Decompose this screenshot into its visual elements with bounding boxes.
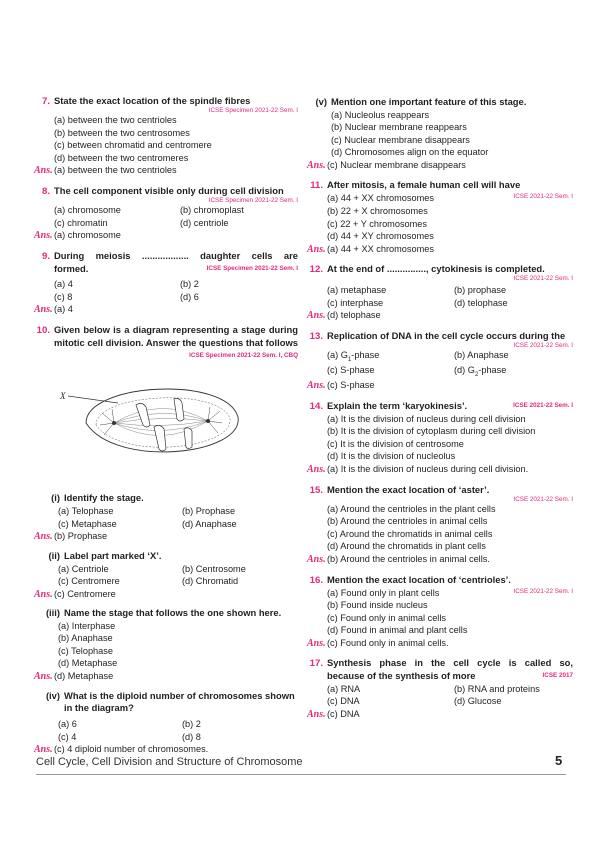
question-number: 17. (309, 658, 323, 670)
question-number: 14. (309, 400, 323, 412)
option: (a) Interphase (58, 620, 116, 631)
question-text: At the end of ..............., cytokinesis is completed. (327, 263, 545, 275)
option: (c) Centromere (58, 576, 120, 587)
option: (a) Telophase (58, 506, 114, 517)
question-text: Mention one important feature of this stage. (331, 96, 527, 107)
option: (a) It is the division of nucleus during cell division (327, 413, 526, 424)
question-number: 7. (41, 96, 50, 107)
option: (c) chromatin (54, 217, 108, 228)
question-17 (307, 657, 573, 721)
answer: Ans. (b) Prophase (34, 531, 108, 543)
source-tag: ICSE 2021-22 Sem. I (513, 587, 573, 595)
option: (b) Found inside nucleus (327, 600, 428, 611)
answer: Ans. (a) chromosome (34, 230, 121, 242)
option: (d) Anaphase (182, 518, 237, 529)
question-text: The cell component visible only during cell division (54, 184, 284, 196)
question-number: 13. (309, 331, 323, 343)
option: (b) RNA and proteins (454, 683, 540, 694)
question-13 (307, 330, 573, 393)
page-number: 5 (555, 753, 563, 768)
question-text: During meiosis .................. daughter cells are formed. ICSE Specimen 2021-22 Sem. I (54, 249, 298, 274)
option: (c) S-phase (327, 365, 375, 376)
option: (a) 44 + XX chromosomes (327, 193, 434, 204)
question-number: 12. (309, 264, 323, 276)
option: (d) between the two centromeres (54, 152, 189, 163)
option: (d) $G_2$-phase (454, 365, 507, 379)
option: (d) centriole (180, 217, 229, 228)
source-tag: ICSE 2021-22 Sem. I (513, 193, 573, 201)
option: (b) It is the division of cytoplasm during cell division (327, 426, 536, 437)
question-10-i (34, 492, 298, 543)
answer: Ans. (c) Nuclear membrane disappears (307, 159, 466, 171)
label-line (68, 396, 118, 403)
question-14 (307, 400, 573, 477)
option: (c) 22 + Y chromosomes (327, 218, 427, 229)
question-text: Synthesis phase in the cell cycle is called so, because of the synthesis of more ICSE 2017 (327, 657, 573, 682)
question-number: (iv) (45, 689, 60, 701)
option: (b) 22 + X chromosomes (327, 206, 428, 216)
question-text: Given below is a diagram representing a stage during mitotic cell division. Answer the questions that follows ICSE Specimen 2021-22 Sem. I, CBQ (54, 324, 298, 359)
question-10-iv (34, 690, 298, 757)
option: (c) DNA (327, 696, 360, 707)
source-tag: ICSE Specimen 2021-22 Sem. I (208, 107, 298, 115)
answer: Ans. (d) telophase (307, 310, 381, 322)
aster-left (100, 409, 114, 435)
question-number: 10. (36, 325, 50, 337)
option: (c) Around the chromatids in animal cells (327, 528, 493, 539)
question-10-v (307, 96, 573, 172)
source-tag: ICSE 2021-22 Sem. I (513, 401, 573, 409)
option: (d) 8 (182, 731, 201, 742)
source-tag: ICSE 2017 (542, 672, 573, 680)
source-tag: ICSE Specimen 2021-22 Sem. I (208, 196, 298, 204)
question-text: Identify the stage. (64, 492, 144, 504)
question-text: What is the diploid number of chromosomes shown in the diagram? (64, 689, 295, 714)
option: (a) Around the centrioles in the plant cells (327, 503, 496, 514)
option: (b) Nuclear membrane reappears (331, 122, 467, 133)
question-16 (307, 574, 573, 651)
option: (c) Metaphase (58, 518, 117, 529)
question-10 (34, 324, 298, 488)
question-text: Mention the exact location of ‘centrioles’. (327, 573, 511, 585)
question-text: Name the stage that follows the one shown here. (64, 607, 282, 619)
answer: Ans. (c) DNA (307, 708, 360, 720)
source-tag: ICSE 2021-22 Sem. I (513, 495, 573, 503)
option: (b) 2 (182, 719, 201, 730)
footer-chapter-title: Cell Cycle, Cell Division and Structure of Chromosome (36, 756, 303, 768)
answer: Ans. (c) Centromere (34, 588, 116, 600)
question-number: 11. (310, 180, 323, 192)
answer: Ans. (c) 4 diploid number of chromosomes. (34, 744, 209, 756)
option: (a) chromosome (54, 205, 121, 216)
centriole-right (206, 419, 210, 423)
option: (d) Chromatid (182, 576, 239, 587)
option: (c) 8 (54, 291, 73, 302)
option: (b) Centrosome (182, 563, 246, 574)
option: (a) metaphase (327, 285, 387, 296)
option: (d) 44 + XY chromosomes (327, 231, 434, 242)
question-number: 15. (309, 484, 323, 496)
option: (b) 2 (180, 279, 199, 290)
option: (b) between the two centrosomes (54, 127, 190, 138)
option: (b) Around the centrioles in animal cells (327, 516, 488, 527)
question-number: (v) (315, 96, 327, 107)
question-number: 9. (41, 250, 50, 262)
option: (a) $G_1$-phase (327, 350, 380, 364)
option: (c) Nuclear membrane disappears (331, 134, 470, 145)
option: (b) Anaphase (58, 633, 113, 644)
question-text: Mention the exact location of ‘aster’. (327, 483, 490, 495)
question-number: (ii) (48, 549, 60, 561)
question-number: 8. (41, 185, 50, 197)
source-tag: ICSE Specimen 2021-22 Sem. I (206, 264, 298, 272)
source-tag: ICSE 2021-22 Sem. I (513, 275, 573, 283)
option: (b) Anaphase (454, 350, 509, 361)
centriole-left (112, 421, 116, 425)
option: (d) Metaphase (58, 658, 118, 669)
right-column (307, 96, 573, 728)
option: (c) Telophase (58, 645, 113, 656)
question-9 (34, 250, 298, 317)
option: (b) Prophase (182, 506, 236, 517)
option: (d) 6 (180, 291, 199, 302)
option: (a) between the two centrioles (54, 115, 177, 126)
chromosomes (136, 398, 192, 451)
answer: Ans. (a) 44 + XX chromosomes (307, 243, 434, 255)
question-number: 16. (309, 574, 323, 586)
option: (b) chromoplast (180, 205, 244, 216)
question-10-ii (34, 550, 298, 601)
option: (d) Around the chromatids in plant cells (327, 541, 486, 552)
option: (c) between chromatid and centromere (54, 140, 212, 151)
question-text: Explain the term ‘karyokinesis’. ICSE 2021-22 Sem. I (327, 399, 573, 411)
answer: Ans. (d) Metaphase (34, 671, 114, 682)
answer: Ans. (a) It is the division of nucleus during cell division. (307, 464, 529, 475)
answer: Ans. (a) between the two centrioles (34, 165, 177, 177)
question-number: (iii) (45, 607, 60, 619)
prophase-cell-diagram (56, 365, 256, 475)
left-column (34, 95, 298, 764)
option: (d) Chromosomes align on the equator (331, 147, 489, 158)
question-12 (307, 263, 573, 323)
footer-divider (36, 774, 566, 775)
answer: Ans. (c) Found only in animal cells. (307, 637, 449, 649)
question-text: Label part marked ‘X’. (64, 549, 162, 561)
option: (a) 4 (54, 279, 73, 290)
option: (a) RNA (327, 683, 361, 694)
option: (d) Found in animal and plant cells (327, 625, 468, 636)
question-text: Replication of DNA in the cell cycle occurs during the (327, 330, 566, 342)
option: (c) Found only in animal cells (327, 612, 446, 623)
option: (c) interphase (327, 297, 384, 308)
source-tag: ICSE Specimen 2021-22 Sem. I, CBQ (189, 351, 298, 359)
question-10-iii (34, 607, 298, 683)
aster-right (208, 407, 222, 433)
option: (c) It is the division of centrosome (327, 438, 464, 449)
question-15 (307, 484, 573, 567)
question-11 (307, 179, 573, 256)
question-text: State the exact location of the spindle fibres (54, 95, 251, 106)
option: (a) Centriole (58, 563, 109, 574)
option: (d) It is the division of nucleolus (327, 451, 456, 462)
diagram-label-x: X (60, 390, 66, 401)
source-tag: ICSE 2021-22 Sem. I (513, 342, 573, 350)
option: (a) 6 (58, 719, 77, 730)
option: (c) 4 (58, 731, 77, 742)
question-text: After mitosis, a female human cell will have (327, 179, 521, 191)
question-8 (34, 185, 298, 243)
option: (b) prophase (454, 285, 507, 296)
answer: Ans. (c) S-phase (307, 380, 375, 392)
question-number: (i) (51, 492, 60, 504)
option: (a) Found only in plant cells (327, 587, 440, 598)
answer: Ans. (a) 4 (34, 304, 73, 316)
option: (d) Glucose (454, 696, 502, 707)
answer: Ans. (b) Around the centrioles in animal cells. (307, 553, 490, 565)
question-7 (34, 95, 298, 178)
option: (d) telophase (454, 297, 508, 308)
option: (a) Nucleolus reappears (331, 109, 430, 120)
